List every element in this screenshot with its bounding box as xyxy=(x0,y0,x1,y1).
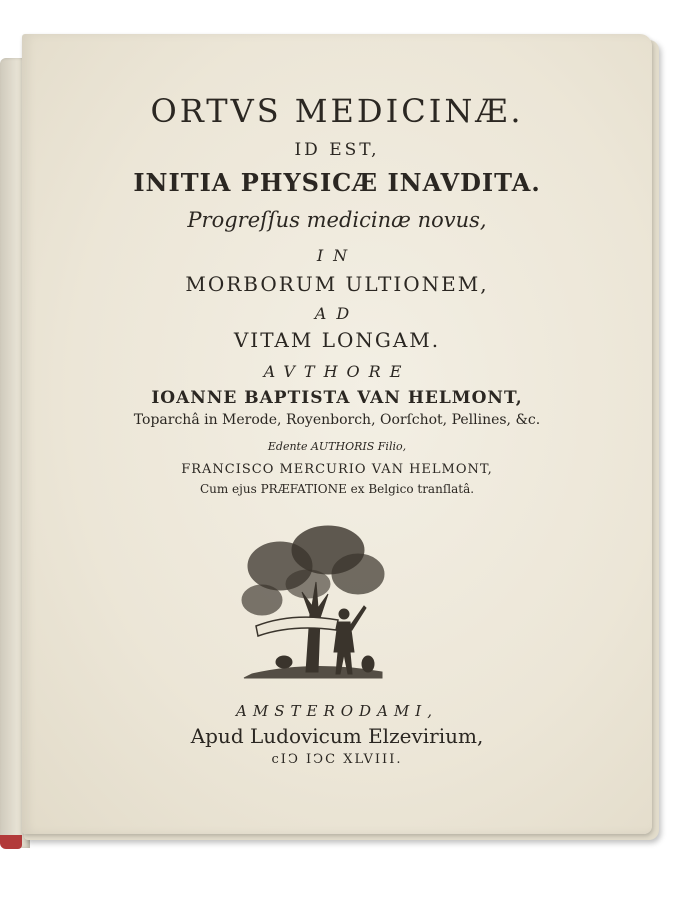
subtitle-morborum: MORBORUM ULTIONEM, xyxy=(185,272,489,296)
editor-name: FRANCISCO MERCURIO VAN HELMONT, xyxy=(181,462,493,477)
word-in: IN xyxy=(316,246,358,265)
subtitle-initia: INITIA PHYSICÆ INAVDITA. xyxy=(133,168,541,197)
tree-woodcut-icon xyxy=(232,522,392,682)
spine-red-accent xyxy=(0,835,22,849)
subtitle-id-est: ID EST, xyxy=(294,140,380,160)
imprint-printer: Apud Ludovicum Elzevirium, xyxy=(190,724,484,748)
word-ad: AD xyxy=(314,304,360,323)
preface-note: Cum ejus PRÆFATIONE ex Belgico tranſlatâ. xyxy=(199,482,475,496)
author-name: IOANNE BAPTISTA VAN HELMONT, xyxy=(151,388,523,408)
subtitle-progressus: Progreſſus medicinæ novus, xyxy=(187,208,487,232)
word-authore: AVTHORE xyxy=(263,362,411,381)
author-titles: Toparchâ in Merode, Royenborch, Oorſchot, Pellines, &c. xyxy=(133,412,541,428)
subtitle-vitam: VITAM LONGAM. xyxy=(233,328,441,352)
editor-note: Edente AUTHORIS Filio, xyxy=(267,440,407,453)
imprint-city: AMSTERODAMI, xyxy=(236,702,438,720)
main-title: ORTVS MEDICINÆ. xyxy=(150,92,524,130)
imprint-year: cIↃ IↃC XLVIII. xyxy=(271,752,403,767)
